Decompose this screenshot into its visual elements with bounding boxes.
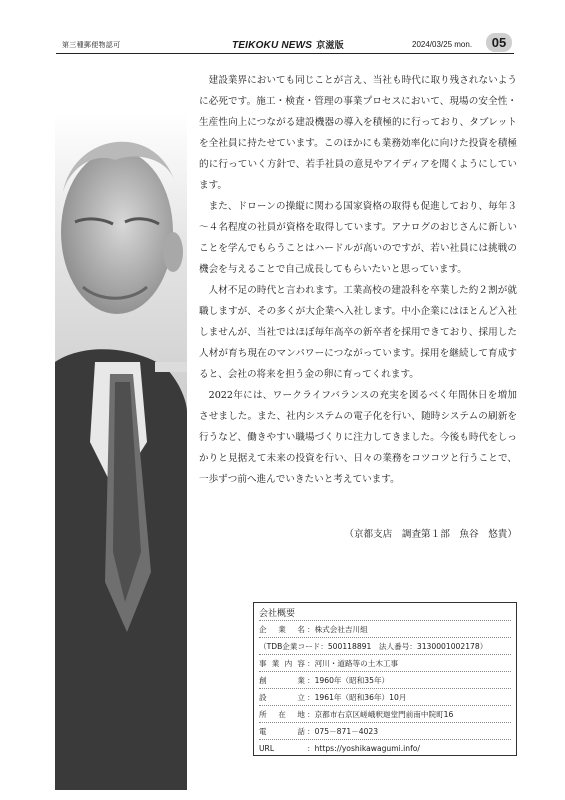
brand-name: TEIKOKU NEWS — [232, 40, 313, 51]
page-header — [0, 0, 565, 56]
article-paragraph: 2022年には、ワークライフバランスの充実を図るべく年間休日を増加させました。また、社内システムの電子化を行い、随時システムの刷新を行うなど、働きやすい職場づくりに注力してきました。今後も時代をしっかりと見据えて未来の投資を行い、日々の業務をコツコツと行うことで、一歩ずつ前へ進んでいきたいと考えています。 — [199, 390, 517, 485]
company-row-value: （TDB企業コード：500118891 法人番号：3130001002178） — [259, 642, 488, 651]
company-row-value: ：1960年（昭和35年） — [307, 676, 390, 685]
company-row-key: 所在地 — [259, 710, 305, 719]
article-paragraph: 人材不足の時代と言われます。工業高校の建設科を卒業した約２割が就職しますが、その多くが大企業へ入社します。中小企業にはほとんど入社しませんが、当社ではほぼ毎年高卒の新卒者を採用できており、採用した人材が育ち現在のマンパワーにつながっています。採用を継続して育成すると、会社の将来を担う金の卵に育ってくれます。 — [199, 285, 517, 380]
company-profile-box — [253, 602, 517, 756]
company-row-value: ：株式会社吉川組 — [307, 625, 368, 634]
company-row-value: ：京都市右京区嵯峨釈迦堂門前南中院町16 — [307, 710, 454, 719]
company-row-key: 創業 — [259, 676, 305, 685]
publication-title — [232, 38, 344, 51]
company-row-key: 設立 — [259, 693, 305, 702]
article-body — [199, 70, 517, 490]
company-row-key: URL — [259, 744, 275, 753]
company-row-value: ：河川・道路等の土木工事 — [307, 659, 399, 668]
edition-label: 京滋版 — [316, 41, 344, 51]
company-row — [259, 637, 511, 655]
company-profile-title: 会社概要 — [259, 609, 296, 619]
company-row — [259, 654, 511, 672]
page-number: 05 — [486, 33, 512, 52]
postal-permit: 第三種郵便物認可 — [62, 41, 121, 49]
header-rule — [56, 53, 514, 54]
issue-date: 2024/03/25 mon. — [412, 40, 473, 49]
company-row — [259, 739, 511, 757]
author-signature: （京都支店 調査第１部 魚谷 悠貴） — [344, 529, 517, 540]
article-paragraph: また、ドローンの操縦に関わる国家資格の取得も促進しており、毎年３～４名程度の社員が資格を取得しています。アナログのおじさんに新しいことを学んでもらうことはハードルが高いのですが、若い社員には挑戦の機会を与えることで自己成長してもらいたいと思っています。 — [199, 201, 517, 275]
company-row — [259, 722, 511, 740]
company-row-value: ：1961年（昭和36年）10月 — [307, 693, 407, 702]
company-row-key: 電話 — [259, 727, 305, 736]
portrait-photo — [55, 112, 187, 790]
company-row — [259, 705, 511, 723]
company-row — [259, 620, 511, 638]
company-url[interactable]: ：https://yoshikawagumi.info/ — [307, 744, 420, 753]
company-row-key: 企業名 — [259, 625, 305, 634]
article-paragraph: 建設業界においても同じことが言え、当社も時代に取り残されないように必死です。施工・検査・管理の事業プロセスにおいて、現場の安全性・生産性向上につながる建設機器の導入を積極的に行っており、タブレットを全社員に持たせています。このほかにも業務効率化に向けた投資を積極的に行っていく方針で、若手社員の意見やアイディアを聞くようにしています。 — [199, 75, 517, 191]
company-row — [259, 688, 511, 706]
company-row — [259, 671, 511, 689]
company-row-key: 事業内容 — [259, 659, 305, 668]
company-row-value: ：075－871－4023 — [307, 727, 379, 736]
